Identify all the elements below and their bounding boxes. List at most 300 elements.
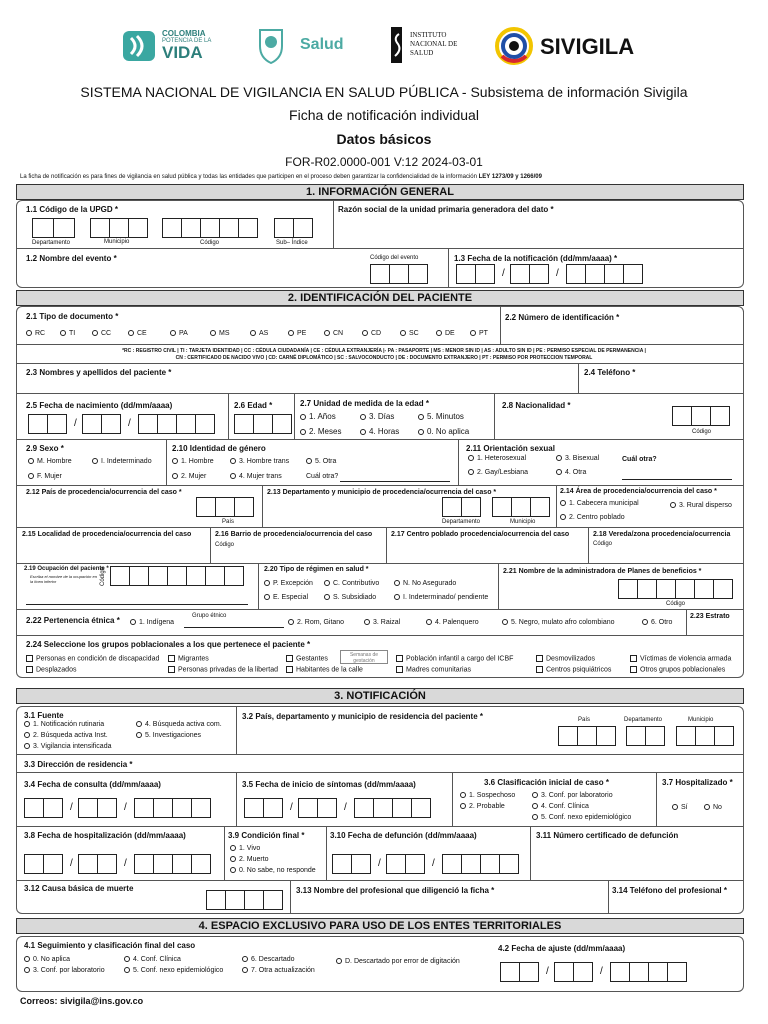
opt-label: Personas privadas de la libertad [178,666,279,674]
opt-label: 4. Mujer trans [239,473,282,480]
opt-label: F. Mujer [37,473,62,480]
opt-label: Otros grupos poblacionales [640,666,726,674]
fsintomas-month[interactable] [298,798,336,818]
seguimiento-label: 4.1 Seguimiento y clasificación final del caso [24,941,196,950]
ocupacion-note-1: Escriba el nombre de la ocupación en la línea inferior [30,574,97,584]
res-pais-cells[interactable] [558,726,615,746]
unidad-minutos[interactable] [418,412,464,421]
divider [608,880,609,914]
grupo-desmovilizados[interactable] [536,655,595,662]
opt-label: 5. Minutos [427,412,464,421]
opt-label: M. Hombre [37,458,72,465]
divider [16,772,744,773]
divider [448,248,449,288]
section-3-header: 3. NOTIFICACIÓN [16,688,744,704]
fhosp-year[interactable] [134,854,210,874]
orient-bisexual[interactable] [556,455,599,462]
opt-label: 0. No aplica [427,427,470,436]
divider [452,772,453,826]
sexo-indeterminado[interactable] [92,458,152,465]
fecha-notificacion-month[interactable] [510,264,548,284]
unidad-anos[interactable] [300,412,336,421]
grupo-gestantes[interactable] [286,655,328,662]
cod-evento-cells[interactable] [370,264,427,284]
unidad-no-aplica[interactable] [418,427,469,436]
divider [224,826,225,880]
regimen-excepcion[interactable] [264,580,313,587]
date-slash: / [70,802,73,813]
divider [16,880,744,881]
opt-label: I. Indeterminado [101,458,152,465]
genero-mujer[interactable] [172,473,206,480]
grupo-otros[interactable] [630,666,725,673]
radio-icon [92,458,98,464]
divider [262,485,263,527]
orient-gay[interactable] [468,469,528,476]
divider [578,363,579,393]
unidad-label: 2.7 Unidad de medida de la edad * [300,399,429,408]
causa-label: 3.12 Causa básica de muerte [24,884,134,893]
radio-icon [128,330,134,336]
opt-label: No [713,804,722,811]
opt-label: D. Descartado por error de digitación [345,958,460,965]
doc-opt-cd[interactable] [362,330,381,337]
orientacion-label: 2.11 Orientación sexual [466,444,555,453]
mun-proc-cells[interactable] [492,497,549,517]
radio-icon [502,619,508,625]
doc-opt-pa[interactable] [170,330,188,337]
date-slash: / [74,418,77,429]
grupos-label: 2.24 Seleccione los grupos poblacionales a los que pertenece el paciente * [26,640,311,649]
divider [16,344,744,345]
upgd-dep-cells[interactable] [32,218,74,238]
radio-icon [170,330,176,336]
opt-label: 2. Gay/Lesbiana [477,469,528,476]
genero-cual-otra-input[interactable] [340,481,450,482]
grupo-etnico-input[interactable] [184,627,284,628]
doc-opt-label: RC [35,330,46,337]
fsintomas-year[interactable] [354,798,430,818]
fuente-busqueda-inst[interactable] [24,732,108,739]
radio-icon [460,803,466,809]
seg-conf-nexo[interactable] [124,967,223,974]
dep-mun-proc-label: 2.13 Departamento y municipio de procedencia/ocurrencia del caso * [267,489,497,496]
radio-icon [672,804,678,810]
form-code: FOR-R02.0000-001 V:12 2024-03-01 [285,155,483,169]
radio-icon [394,580,400,586]
doc-opt-label: DE [445,330,455,337]
fnac-day[interactable] [28,414,66,434]
divider [556,485,557,527]
genero-hombre[interactable] [172,458,214,465]
res-mun-cells[interactable] [676,726,733,746]
cod-evento-caption: Código del evento [370,255,419,261]
doc-opt-as[interactable] [250,330,268,337]
orient-hetero[interactable] [468,455,526,462]
upgd-cod-cells[interactable] [162,218,257,238]
res-mun-caption: Municipio [688,717,714,723]
doc-opt-ms[interactable] [210,330,230,337]
radio-icon [436,330,442,336]
divider [228,393,229,439]
doc-opt-pe[interactable] [288,330,306,337]
divider [16,609,744,610]
regimen-especial[interactable] [264,594,308,601]
unidad-meses[interactable] [300,427,341,436]
ins-mark-icon [390,26,404,64]
date-slash: / [290,802,293,813]
checkbox-icon [536,655,543,662]
fhosp-month[interactable] [78,854,116,874]
etnica-raizal[interactable] [364,619,400,626]
opt-label: Desmovilizados [546,655,596,663]
divider [16,527,744,528]
doc-opt-cn[interactable] [324,330,343,337]
orient-cual-otra-input[interactable] [622,479,732,480]
radio-icon [210,330,216,336]
sexo-hombre[interactable] [28,458,72,465]
grupo-etnico-caption: Grupo étnico [192,613,227,619]
doc-opt-label: PT [479,330,488,337]
divider [210,527,211,563]
opt-label: 4. Conf. Clínica [541,803,589,810]
clasif-sospechoso[interactable] [460,792,515,799]
shield-icon [256,26,286,64]
doc-opt-rc[interactable] [26,330,45,337]
fajuste-label: 4.2 Fecha de ajuste (dd/mm/aaaa) [498,944,626,953]
pais-proc-cells[interactable] [196,497,253,517]
genero-cual-otra: Cuál otra? [306,473,339,480]
radio-icon [324,580,330,586]
fajuste-year[interactable] [610,962,686,982]
radio-icon [670,502,676,508]
opt-label: I. Indeterminado/ pendiente [403,594,489,601]
opt-label: 4. Palenquero [435,619,479,626]
opt-label: 7. Otra actualización [251,967,315,974]
regimen-no-asegurado[interactable] [394,580,456,587]
etnica-negro[interactable] [502,619,615,626]
fecha-notificacion-day[interactable] [456,264,494,284]
nacionalidad-cells[interactable] [672,406,729,426]
nac-codigo-caption: Código [692,429,712,435]
grupo-discapacidad[interactable] [26,655,159,662]
tipo-doc-label: 2.1 Tipo de documento * [26,312,119,321]
fconsulta-label: 3.4 Fecha de consulta (dd/mm/aaaa) [24,780,161,789]
fsintomas-label: 3.5 Fecha de inicio de síntomas (dd/mm/aaaa) [242,780,416,789]
radio-icon [560,500,566,506]
area-cabecera[interactable] [560,500,639,507]
radio-icon [28,473,34,479]
radio-icon [470,330,476,336]
fajuste-day[interactable] [500,962,538,982]
grupo-victimas[interactable] [630,655,731,662]
opt-label: 2. Probable [469,803,505,810]
localidad-label: 2.15 Localidad de procedencia/ocurrencia del caso [22,531,192,538]
opt-label: 5. Otra [315,458,337,465]
radio-icon [362,330,368,336]
dep-proc-cells[interactable] [442,497,480,517]
date-slash: / [556,268,559,279]
fdefuncion-month[interactable] [386,854,424,874]
divider [498,563,499,609]
radio-icon [136,721,142,727]
regimen-contributivo[interactable] [324,580,379,587]
doc-opt-label: SC [409,330,419,337]
opt-label: 2. Muerto [239,856,269,863]
etnica-rom[interactable] [288,619,344,626]
opt-label: 1. Vivo [239,845,261,852]
grupo-migrantes[interactable] [168,655,209,662]
radio-icon [532,792,538,798]
causa-cells[interactable] [206,890,282,910]
doc-opt-cc[interactable] [92,330,111,337]
opt-label: 3. Rural disperso [679,502,732,509]
doc-opt-label: TI [69,330,76,337]
fecha-notificacion-label: 1.3 Fecha de la notificación (dd/mm/aaaa) * [454,254,618,263]
orient-cual-otra: Cuál otra? [622,456,657,463]
certificado-label: 3.11 Número certificado de defunción [536,831,679,840]
genero-otra[interactable] [306,458,336,465]
radio-icon [560,514,566,520]
res-dep-cells[interactable] [626,726,664,746]
radio-icon [264,594,270,600]
unidad-dias[interactable] [360,412,394,421]
radio-icon [288,330,294,336]
divider [686,609,687,635]
fconsulta-day[interactable] [24,798,62,818]
opt-label: Desplazados [36,666,77,674]
regimen-indeterminado[interactable] [394,594,488,601]
opt-label: 2. Búsqueda activa Inst. [33,732,108,739]
date-slash: / [432,858,435,869]
opt-label: 5. Conf. nexo epidemiológico [541,814,632,821]
divider [530,826,531,880]
checkbox-icon [286,666,293,673]
opt-label: 1. Hombre [181,458,214,465]
direccion-label: 3.3 Dirección de residencia * [24,760,133,769]
radio-icon [230,867,236,873]
doc-opt-label: PA [179,330,188,337]
colombia-waves-icon [122,28,156,62]
fuente-investigaciones[interactable] [136,732,201,739]
doc-opt-label: CN [333,330,344,337]
divider [290,880,291,914]
colombia-logo [122,28,252,64]
checkbox-icon [286,655,293,662]
radio-icon [92,330,98,336]
fuente-busqueda-com[interactable] [136,721,222,728]
divider [494,393,495,439]
fsintomas-day[interactable] [244,798,282,818]
checkbox-icon [630,655,637,662]
doc-opt-ti[interactable] [60,330,75,337]
radio-icon [24,721,30,727]
checkbox-icon [396,655,403,662]
grupo-psiquiatricos[interactable] [536,666,611,673]
radio-icon [306,458,312,464]
upgd-sub-cells[interactable] [274,218,312,238]
fconsulta-month[interactable] [78,798,116,818]
fdefuncion-year[interactable] [442,854,518,874]
fdefuncion-day[interactable] [332,854,370,874]
condicion-vivo[interactable] [230,845,260,852]
cod-caption: Código [200,240,220,246]
fecha-notificacion-year[interactable] [566,264,642,284]
radio-icon [130,619,136,625]
seg-descartado-error[interactable] [336,958,460,965]
unidad-horas[interactable] [360,427,399,436]
opt-label: 2. Centro poblado [569,514,625,521]
radio-icon [242,956,248,962]
colombia-text: COLOMBIA [162,29,206,38]
radio-icon [360,429,366,435]
opt-label: 3. Bisexual [565,455,600,462]
radio-icon [24,743,30,749]
radio-icon [264,580,270,586]
radio-icon [364,619,370,625]
notice-text: La ficha de notificación es para fines de vigilancia en salud pública y todas las entidades que participen en el proceso deben garantizar la confidencialidad de la información [20,174,477,180]
eapb-cells[interactable] [618,579,732,599]
nombres-label: 2.3 Nombres y apellidos del paciente * [26,368,172,377]
doc-opt-label: CC [101,330,112,337]
sivigila-eye-icon [494,26,534,66]
hosp-si[interactable] [672,804,688,811]
regimen-subsidiado[interactable] [324,594,376,601]
ocupacion-cells[interactable] [110,566,243,586]
mun-caption: Municipio [104,239,130,245]
doc-opt-label: AS [259,330,269,337]
nacionalidad-label: 2.8 Nacionalidad * [502,401,571,410]
seg-descartado[interactable] [242,956,295,963]
seg-otra[interactable] [242,967,315,974]
salud-text: Salud [300,36,344,53]
fuente-rutinaria[interactable] [24,721,104,728]
grupo-madres-comunitarias[interactable] [396,666,471,673]
upgd-label: 1.1 Código de la UPGD * [26,205,119,214]
seg-no-aplica[interactable] [24,956,70,963]
doc-opt-pt[interactable] [470,330,488,337]
date-slash: / [344,802,347,813]
opt-label: Personas en condición de discapacidad [36,655,160,663]
radio-icon [230,856,236,862]
condicion-muerto[interactable] [230,856,269,863]
section-2-header: 2. IDENTIFICACIÓN DEL PACIENTE [16,290,744,306]
orient-otra[interactable] [556,469,586,476]
fuente-vigilancia[interactable] [24,743,111,750]
date-slash: / [128,418,131,429]
grupo-habitantes-calle[interactable] [286,666,363,673]
estrato-label: 2.23 Estrato [690,613,730,620]
genero-label: 2.10 Identidad de género [172,444,266,453]
upgd-mun-cells[interactable] [90,218,147,238]
footer-correo: Correos: sivigila@ins.gov.co [20,996,144,1006]
opt-label: P. Excepción [273,580,313,587]
divider [236,706,237,754]
clasif-probable[interactable] [460,803,505,810]
condicion-no-sabe[interactable] [230,867,316,874]
clasif-conf-nexo[interactable] [532,814,631,821]
grupo-privadas-libertad[interactable] [168,666,278,673]
fnac-month[interactable] [82,414,120,434]
radio-icon [704,804,710,810]
opt-label: 6. Descartado [251,956,295,963]
seg-conf-lab[interactable] [24,967,105,974]
sexo-mujer[interactable] [28,473,62,480]
doc-opt-de[interactable] [436,330,455,337]
radio-icon [360,414,366,420]
hospitalizado-label: 3.7 Hospitalizado * [662,778,733,787]
area-centro[interactable] [560,514,625,521]
grupo-icbf[interactable] [396,655,513,662]
fhosp-day[interactable] [24,854,62,874]
condicion-label: 3.9 Condición final * [228,831,305,840]
divider [16,248,744,249]
vereda-label: 2.18 Vereda/zona procedencia/ocurrencia [593,531,731,538]
sivigila-text: SIVIGILA [540,34,635,59]
radio-icon [556,455,562,461]
radio-icon [300,429,306,435]
page-heading: Datos básicos [336,131,432,147]
divider [326,826,327,880]
fnac-year[interactable] [138,414,214,434]
genero-hombre-trans[interactable] [230,458,289,465]
ins-text-3: SALUD [410,49,434,57]
radio-icon [324,594,330,600]
doc-opt-ce[interactable] [128,330,147,337]
divider [16,393,744,394]
residencia-label: 3.2 País, departamento y municipio de residencia del paciente * [242,712,483,721]
semanas-box[interactable] [340,650,388,664]
fajuste-month[interactable] [554,962,592,982]
divider [16,485,744,486]
opt-label: N. No Asegurado [403,580,457,587]
opt-label: 4. Conf. Clínica [133,956,181,963]
opt-label: 1. Notificación rutinaria [33,721,105,728]
radio-icon [230,458,236,464]
ocupacion-name-input[interactable] [26,604,248,605]
divider [166,439,167,485]
num-id-label: 2.2 Número de identificación * [505,313,620,322]
genero-mujer-trans[interactable] [230,473,282,480]
opt-label: 5. Conf. nexo epidemiológico [133,967,224,974]
hosp-no[interactable] [704,804,722,811]
etnica-palenquero[interactable] [426,619,479,626]
radio-icon [172,473,178,479]
clasif-conf-lab[interactable] [532,792,613,799]
radio-icon [532,814,538,820]
page-title: SISTEMA NACIONAL DE VIGILANCIA EN SALUD PÚBLICA - Subsistema de información Sivigila [80,84,688,100]
fconsulta-year[interactable] [134,798,210,818]
area-rural[interactable] [670,502,732,509]
etnica-indigena[interactable] [130,619,174,626]
doc-opt-label: MS [219,330,230,337]
ins-text-2: NACIONAL DE [410,40,458,48]
clasif-conf-clinica[interactable] [532,803,589,810]
edad-cells[interactable] [234,414,291,434]
opt-label: 1. Cabecera municipal [569,500,639,507]
divider [16,754,744,755]
divider [16,439,744,440]
dep-proc-caption: Departamento [442,519,481,525]
evento-label: 1.2 Nombre del evento * [26,254,117,263]
radio-icon [324,330,330,336]
doc-opt-sc[interactable] [400,330,419,337]
barrio-label: 2.16 Barrio de procedencia/ocurrencia del caso [215,531,373,538]
grupo-desplazados[interactable] [26,666,76,673]
sivigila-logo [494,26,654,66]
etnica-otro[interactable] [642,619,672,626]
seg-conf-clinica[interactable] [124,956,181,963]
